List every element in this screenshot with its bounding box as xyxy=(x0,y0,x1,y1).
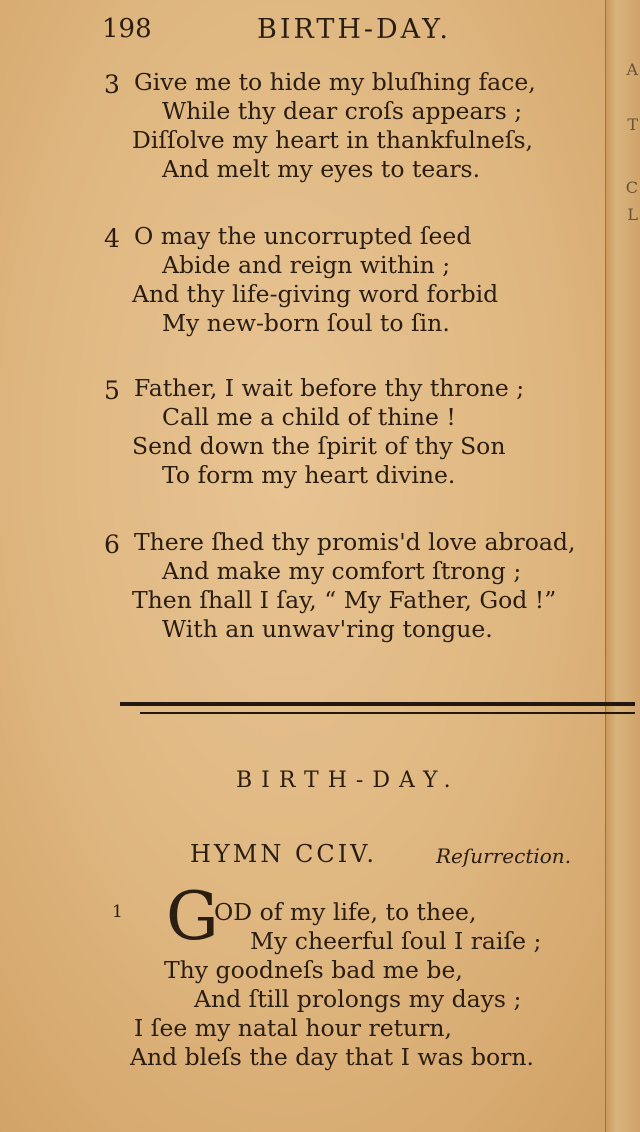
verse-line: Then ſhall I ſay, “ My Father, God !” xyxy=(132,586,557,614)
verse-line: O may the uncorrupted ſeed xyxy=(134,222,472,250)
verse-line: While thy dear croſs appears ; xyxy=(162,97,523,125)
stanza-number: 6 xyxy=(104,530,120,559)
edge-glyph: T xyxy=(627,115,638,134)
hymn-line: And ſtill prolongs my days ; xyxy=(194,985,522,1013)
verse-line: Abide and reign within ; xyxy=(162,251,451,279)
hymn-line: And bleſs the day that I was born. xyxy=(130,1043,535,1071)
verse-line: And melt my eyes to tears. xyxy=(162,155,481,183)
verse-line: With an unwav'ring tongue. xyxy=(162,615,493,643)
edge-glyph: C xyxy=(625,178,638,197)
verse-line: Diſſolve my heart in thankfulneſs, xyxy=(132,126,534,154)
stanza-number: 3 xyxy=(104,70,120,99)
hymn-line: My cheerful ſoul I raiſe ; xyxy=(250,927,542,955)
running-title: BIRTH-DAY. xyxy=(257,14,452,45)
section-title: BIRTH-DAY. xyxy=(236,768,460,793)
verse-line: Send down the ſpirit of thy Son xyxy=(132,432,506,460)
hymn-title: HYMN CCIV. xyxy=(190,840,377,868)
verse-line: And make my comfort ſtrong ; xyxy=(162,557,522,585)
hymn-stanza-number: 1 xyxy=(112,902,123,922)
hymn-first-line: OD of my life, to thee, xyxy=(214,898,477,926)
section-divider-thick xyxy=(120,702,635,706)
verse-line: My new-born ſoul to ſin. xyxy=(162,309,450,337)
adjacent-page-edge xyxy=(605,0,640,1132)
edge-glyph: L xyxy=(627,205,638,224)
hymn-subtitle: Reſurrection. xyxy=(436,844,572,868)
verse-line: To form my heart divine. xyxy=(162,461,456,489)
stanza-number: 5 xyxy=(104,376,120,405)
drop-cap: G xyxy=(166,878,219,955)
verse-line: Give me to hide my bluſhing face, xyxy=(134,68,536,96)
verse-line: Call me a child of thine ! xyxy=(162,403,456,431)
verse-line: Father, I wait before thy throne ; xyxy=(134,374,525,402)
stanza-number: 4 xyxy=(104,224,120,253)
section-divider-thin xyxy=(140,712,635,714)
running-head xyxy=(102,14,502,46)
hymn-line: I ſee my natal hour return, xyxy=(134,1014,453,1042)
page-number: 198 xyxy=(102,14,152,44)
verse-line: And thy life-giving word forbid xyxy=(132,280,499,308)
hymn-line: Thy goodneſs bad me be, xyxy=(164,956,463,984)
edge-glyph: A xyxy=(626,60,638,79)
verse-line: There ſhed thy promis'd love abroad, xyxy=(134,528,576,556)
